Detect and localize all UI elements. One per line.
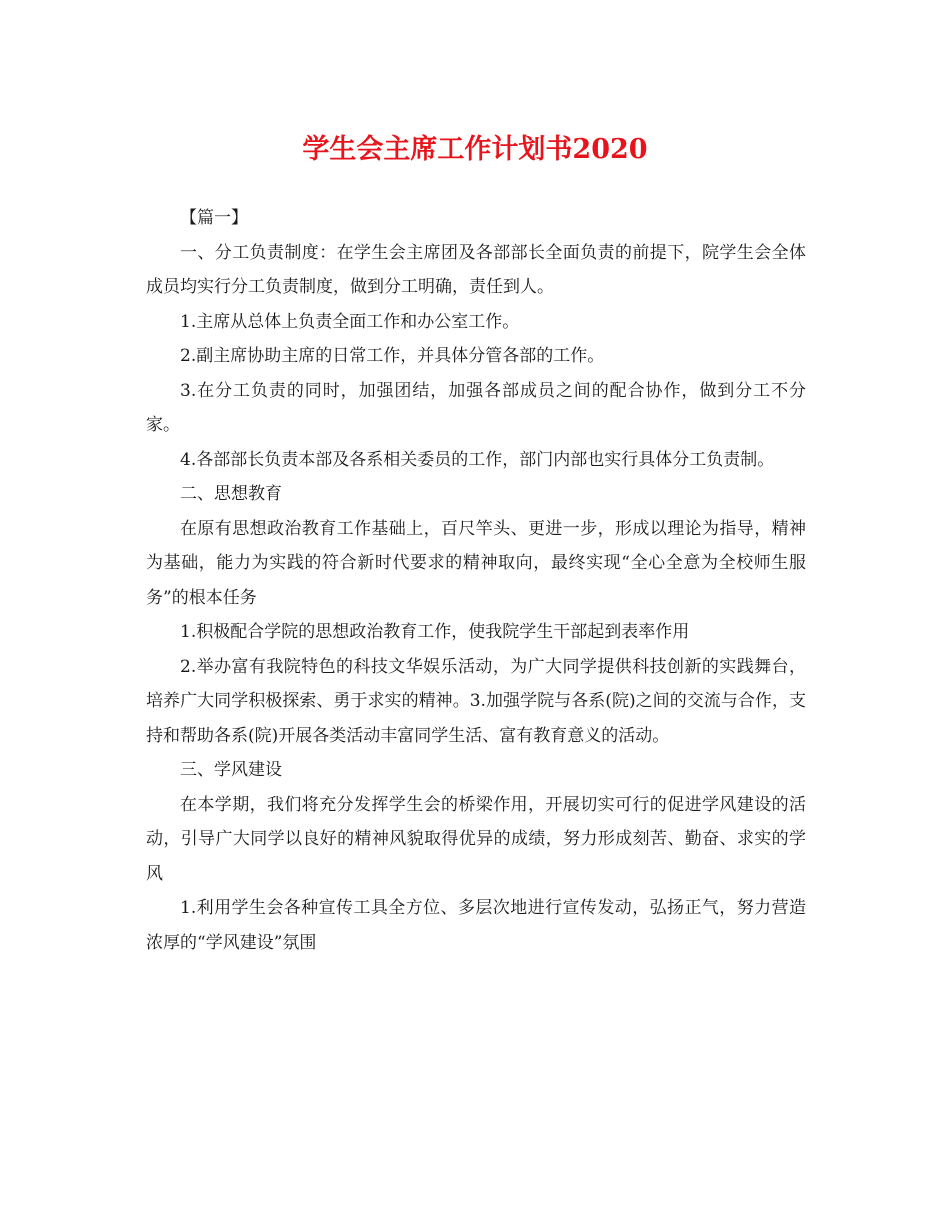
document-title: 学生会主席工作计划书2020 bbox=[302, 134, 648, 165]
document-body bbox=[146, 201, 806, 960]
list-item: 1.利用学生会各种宣传工具全方位、多层次地进行宣传发动，弘扬正气，努力营造浓厚的“学风建设”氛围 bbox=[146, 898, 806, 953]
list-item: 4.各部部长负责本部及各系相关委员的工作，部门内部也实行具体分工负责制。 bbox=[180, 449, 775, 470]
paragraph: 一、分工负责制度：在学生会主席团及各部部长全面负责的前提下，院学生会全体成员均实行分工负责制度，做到分工明确，责任到人。 bbox=[146, 242, 806, 297]
paragraph: 在原有思想政治教育工作基础上，百尺竿头、更进一步，形成以理论为指导，精神为基础，能力为实践的符合新时代要求的精神取向，最终实现“全心全意为全校师生服务”的根本任务 bbox=[146, 518, 806, 608]
list-item: 2.举办富有我院特色的科技文华娱乐活动，为广大同学提供科技创新的实践舞台，培养广大同学积极探索、勇于求实的精神。3.加强学院与各系(院)之间的交流与合作，支持和帮助各系(院)开展各类活动丰富同学生活、富有教育意义的活动。 bbox=[146, 656, 806, 746]
paragraph: 在本学期，我们将充分发挥学生会的桥梁作用，开展切实可行的促进学风建设的活动，引导广大同学以良好的精神风貌取得优异的成绩，努力形成刻苦、勤奋、求实的学风 bbox=[146, 794, 806, 884]
list-item: 1.积极配合学院的思想政治教育工作，使我院学生干部起到表率作用 bbox=[180, 622, 690, 642]
section-heading: 二、思想教育 bbox=[180, 484, 282, 504]
section-heading: 三、学风建设 bbox=[180, 760, 282, 780]
list-item: 1.主席从总体上负责全面工作和办公室工作。 bbox=[180, 311, 520, 332]
list-item: 3.在分工负责的同时，加强团结，加强各部成员之间的配合协作，做到分工不分家。 bbox=[146, 380, 806, 435]
list-item: 2.副主席协助主席的日常工作，并具体分管各部的工作。 bbox=[180, 346, 605, 366]
section-label: 【篇一】 bbox=[180, 208, 248, 228]
